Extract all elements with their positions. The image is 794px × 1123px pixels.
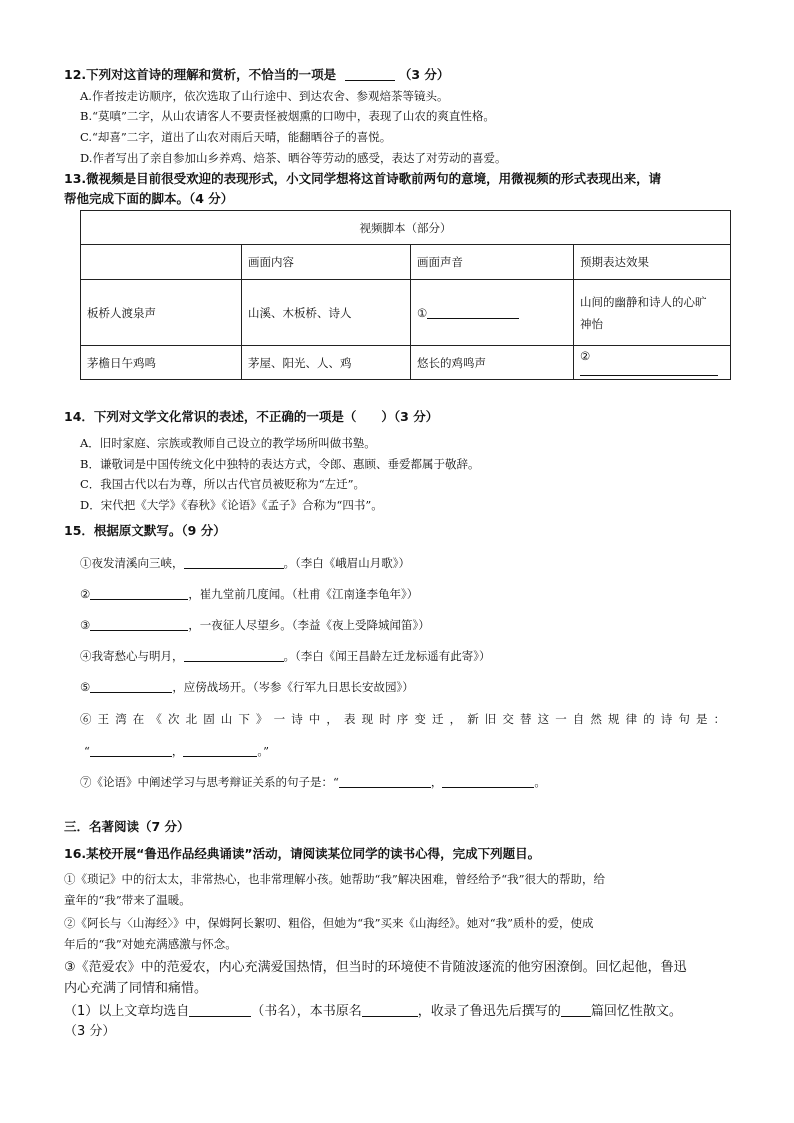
q15-item1-blank[interactable] xyxy=(184,556,284,569)
table-row1-scene: 板桥人渡泉声 xyxy=(81,280,242,346)
q15-item-4: ④我寄愁心与明月， 。（李白《闻王昌龄左迁龙标遥有此寄》） xyxy=(80,649,491,663)
table-row2-content: 茅屋、阳光、人、鸡 xyxy=(242,346,411,380)
q15-item6-blank2[interactable] xyxy=(183,744,257,757)
q16-sub1: （1）以上文章均选自 （书名），本书原名 ，收录了鲁迅先后撰写的 篇回忆性散文。 xyxy=(64,1004,682,1019)
table-row1-content: 山溪、木板桥、诗人 xyxy=(242,280,411,346)
q15-item-5: ⑤ ，应傍战场开。（岑参《行军九日思长安故园》） xyxy=(80,680,414,694)
table-row1-effect: 山间的幽静和诗人的心旷 神怡 xyxy=(574,280,731,346)
q15-item7-blank2[interactable] xyxy=(442,775,534,788)
q12-option-d: D.作者写出了亲自参加山乡养鸡、焙茶、晒谷等劳动的感受，表达了对劳动的喜爱。 xyxy=(80,151,507,165)
q16-para3-line2: 内心充满了同情和痛惜。 xyxy=(64,981,208,996)
q14-option-d: D．宋代把《大学》《春秋》《论语》《孟子》合称为“四书”。 xyxy=(80,498,383,512)
q15-item-1: ①夜发清溪向三峡， 。（李白《峨眉山月歌》） xyxy=(80,556,410,570)
table-header-blank xyxy=(81,245,242,280)
table-row2-sound: 悠长的鸡鸣声 xyxy=(411,346,574,380)
q12-option-b: B.“莫嗔”二字，从山农请客人不要责怪被烟熏的口吻中，表现了山农的爽直性格。 xyxy=(80,109,495,123)
q14-title: 14．下列对文学文化常识的表述，不正确的一项是（ ）（3 分） xyxy=(64,409,439,424)
q15-item-3: ③ ，一夜征人尽望乡。（李益《夜上受降城闻笛》） xyxy=(80,618,430,632)
q15-item-7: ⑦《论语》中阐述学习与思考辩证关系的句子是：“ ， 。 xyxy=(80,775,546,789)
q16-para3-line1: ③《范爱农》中的范爱农，内心充满爱国热情，但当时的环境使不肯随波逐流的他穷困潦倒。回忆起他，鲁迅 xyxy=(64,960,687,975)
q15-item6-blank1[interactable] xyxy=(90,744,172,757)
q14-option-c: C．我国古代以右为尊，所以古代官员被贬称为“左迁”。 xyxy=(80,477,366,491)
q15-item5-blank[interactable] xyxy=(90,680,172,693)
q15-item-6-line1: ⑥王湾在《次北固山下》一诗中，表现时序变迁，新旧交替这一自然规律的诗句是： xyxy=(80,712,732,726)
q12-option-c: C.“却喜”二字，道出了山农对雨后天晴，能翻晒谷子的喜悦。 xyxy=(80,130,392,144)
table-title: 视频脚本（部分） xyxy=(81,211,731,245)
q15-item2-blank[interactable] xyxy=(90,587,188,600)
table-row2-scene: 茅檐日午鸡鸣 xyxy=(81,346,242,380)
table-row1-sound-blank[interactable] xyxy=(427,306,519,319)
q13-title-line2: 帮他完成下面的脚本。（4 分） xyxy=(64,191,234,206)
q16-sub1-score: （3 分） xyxy=(64,1024,116,1039)
q13-title-line1: 13.微视频是目前很受欢迎的表现形式，小文同学想将这首诗歌前两句的意境，用微视频的形式表现出来，请 xyxy=(64,171,662,186)
q15-item4-blank[interactable] xyxy=(184,649,284,662)
video-script-table xyxy=(80,210,731,380)
q12-answer-blank[interactable] xyxy=(345,68,395,81)
section3-title: 三．名著阅读（7 分） xyxy=(64,819,190,834)
table-row2-effect-blank[interactable] xyxy=(580,363,718,376)
q16-book-blank[interactable] xyxy=(189,1004,251,1017)
q16-para1-line2: 童年的“我”带来了温暖。 xyxy=(64,893,191,907)
q16-para1-line1: ①《琐记》中的衍太太，非常热心，也非常理解小孩。她帮助“我”解决困难，曾经给予“我”很大的帮助，给 xyxy=(64,872,606,886)
q12-title: 12.下列对这首诗的理解和赏析，不恰当的一项是 （3 分） xyxy=(64,67,450,82)
table-header-content: 画面内容 xyxy=(242,245,411,280)
table-row1-sound: ① xyxy=(411,280,574,346)
q15-item3-blank[interactable] xyxy=(90,618,188,631)
q15-item-6-line2: “ ， 。” xyxy=(84,744,270,758)
table-header-effect: 预期表达效果 xyxy=(574,245,731,280)
q15-item7-blank1[interactable] xyxy=(339,775,431,788)
q16-count-blank[interactable] xyxy=(561,1004,591,1017)
q16-para2-line1: ②《阿长与〈山海经〉》中，保姆阿长絮叨、粗俗，但她为“我”买来《山海经》。她对“我”质朴的爱，使成 xyxy=(64,916,594,930)
table-row2-effect: ② xyxy=(574,346,731,380)
q12-option-a: A.作者按走访顺序，依次选取了山行途中、到达农舍、参观焙茶等镜头。 xyxy=(80,89,449,103)
q15-item-2: ② ，崔九堂前几度闻。（杜甫《江南逢李龟年》） xyxy=(80,587,419,601)
q14-option-b: B．谦敬词是中国传统文化中独特的表达方式，令郎、惠顾、垂爱都属于敬辞。 xyxy=(80,457,480,471)
q16-title: 16.某校开展“鲁迅作品经典诵读”活动，请阅读某位同学的读书心得，完成下列题目。 xyxy=(64,846,541,861)
q16-para2-line2: 年后的“我”对她充满感激与怀念。 xyxy=(64,937,237,951)
q14-option-a: A．旧时家庭、宗族或教师自己设立的教学场所叫做书塾。 xyxy=(80,436,376,450)
q16-original-name-blank[interactable] xyxy=(362,1004,418,1017)
q15-title: 15．根据原文默写。（9 分） xyxy=(64,523,226,538)
table-header-sound: 画面声音 xyxy=(411,245,574,280)
